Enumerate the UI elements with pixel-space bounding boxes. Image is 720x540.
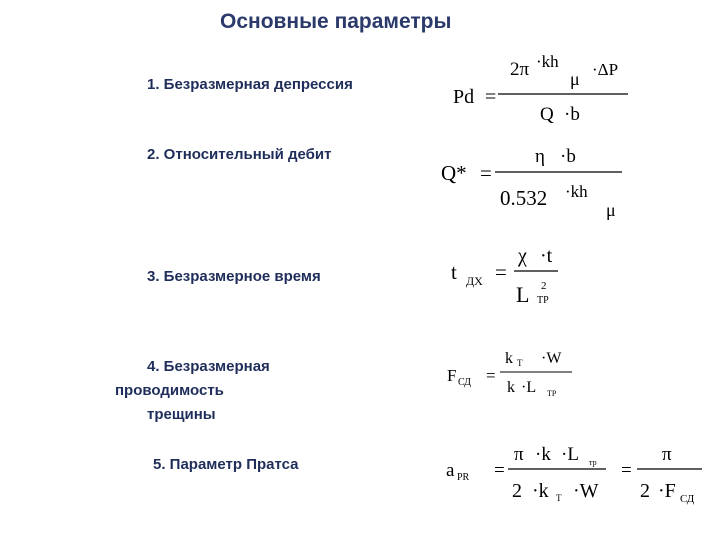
t-equals: = xyxy=(495,260,507,284)
param-label-5: 5. Параметр Пратса xyxy=(153,456,299,473)
f-num-k-sub: Т xyxy=(517,358,523,368)
t-den-l: L xyxy=(516,282,530,307)
f-lhs: F xyxy=(447,366,457,385)
param-label-4-line1: 4. Безразмерная xyxy=(147,358,270,375)
page-title: Основные параметры xyxy=(220,10,452,33)
a-num1-l: ·L xyxy=(561,444,579,465)
pd-num-dp: ·ΔP xyxy=(592,60,619,79)
a-den1-k-sub: Т xyxy=(556,493,562,503)
pd-den-b: ·b xyxy=(564,104,580,125)
q-num-eta: η xyxy=(535,146,545,167)
formula-f xyxy=(447,350,572,398)
a-num1-l-sub: тр xyxy=(589,458,597,467)
pd-num-kh: ·kh xyxy=(536,52,559,71)
param-label-1: 1. Безразмерная депрессия xyxy=(147,76,353,93)
a-num1-pi: π xyxy=(514,444,524,465)
a-lhs-sub: PR xyxy=(457,472,470,483)
a-equals-1: = xyxy=(494,460,505,481)
f-den-k: k xyxy=(507,379,515,396)
pd-den-q: Q xyxy=(540,104,554,125)
f-equals: = xyxy=(486,366,496,385)
t-num-chi: χ xyxy=(518,245,527,267)
f-num-w: ·W xyxy=(541,350,562,367)
f-lhs-sub: СД xyxy=(458,377,471,388)
param-label-4-line2: проводимость xyxy=(115,382,224,399)
a-equals-2: = xyxy=(621,460,632,481)
a-den1-2: 2 xyxy=(512,480,522,502)
formula-a xyxy=(446,444,702,505)
f-den-l-sub: ТР xyxy=(547,389,557,398)
a-num1-k: ·k xyxy=(535,444,551,465)
pd-num-mu: μ xyxy=(570,69,580,89)
a-den2-f-sub: СД xyxy=(680,493,695,505)
q-den-const: 0.532 xyxy=(500,186,548,210)
a-num2-pi: π xyxy=(662,444,672,465)
a-den2-2: 2 xyxy=(640,480,650,502)
a-den1-k: ·k xyxy=(532,480,549,502)
a-lhs: a xyxy=(446,460,455,481)
q-den-mu: μ xyxy=(606,200,616,220)
a-den2-f: ·F xyxy=(658,480,676,502)
t-num-t: ·t xyxy=(540,245,553,267)
a-den1-w: ·W xyxy=(573,480,599,502)
q-den-kh: ·kh xyxy=(565,182,588,201)
q-lhs: Q* xyxy=(441,161,467,185)
pd-lhs: Pd xyxy=(453,86,475,108)
f-num-k: k xyxy=(505,350,513,367)
t-lhs-sub: ДХ xyxy=(466,274,483,288)
param-label-3: 3. Безразмерное время xyxy=(147,268,321,285)
param-label-4-line3: трещины xyxy=(147,406,216,423)
formula-pd xyxy=(453,52,628,125)
param-label-2: 2. Относительный дебит xyxy=(147,146,332,163)
pd-equals: = xyxy=(485,86,497,108)
t-den-sub: ТР xyxy=(537,295,549,306)
q-num-b: ·b xyxy=(560,146,576,167)
formula-q xyxy=(441,146,622,220)
pd-num-2pi: 2π xyxy=(510,59,530,80)
f-den-l: ·L xyxy=(521,379,537,396)
t-lhs: t xyxy=(451,260,457,284)
t-den-power: 2 xyxy=(541,280,547,292)
q-equals: = xyxy=(480,161,492,185)
formula-t xyxy=(451,245,558,307)
